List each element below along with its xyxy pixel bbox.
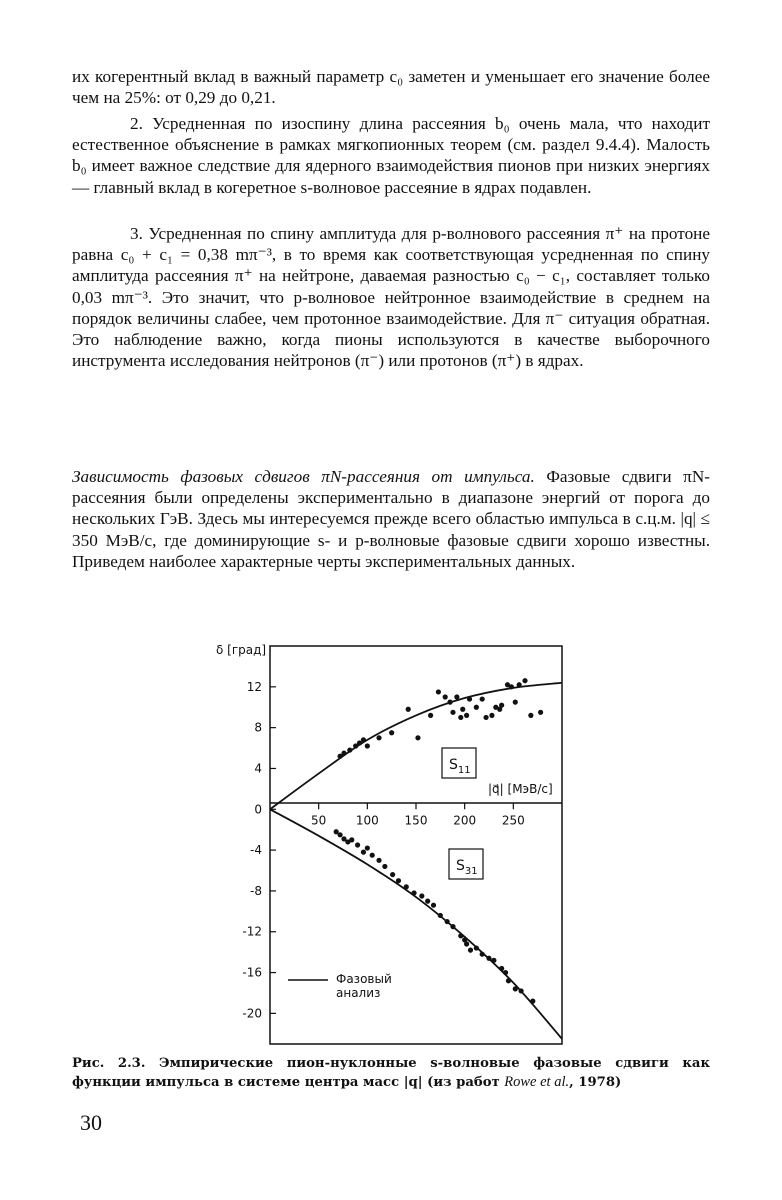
- s31-data-point: [382, 864, 387, 869]
- y-tick-label: -4: [250, 843, 262, 858]
- s31-data-point: [438, 913, 443, 918]
- y-tick-label: -8: [250, 883, 262, 898]
- s11-data-point: [489, 713, 494, 718]
- paragraph-2: [72, 113, 710, 198]
- s11-data-point: [509, 684, 514, 689]
- paragraph-3-text: 3. Усредненная по спину амплитуда для p-волнового рассеяния π⁺ на протоне равна c₀ + c₁ = 0,38 mπ⁻³, в то время как соответствующая усредненная по спину амплитуда рассеяния π⁺ на нейтроне, даваемая разностью c₀ − c₁, составляет только 0,03 mπ⁻³. Это значит, что p-волновое нейтронное взаимодействие в среднем на порядок величины слабее, чем протонное взаимодействие. Для π⁻ ситуация обратная. Это наблюдение важно, когда пионы используются в качестве выборочного инструмента исследования нейтронов (π⁻) или протонов (π⁺) в ядрах.: [72, 224, 710, 371]
- figure-caption: [72, 1054, 710, 1092]
- s31-data-point: [530, 999, 535, 1004]
- s31-data-point: [396, 878, 401, 883]
- s31-data-point: [411, 890, 416, 895]
- s11-data-point: [443, 694, 448, 699]
- s31-data-point: [431, 903, 436, 908]
- s11-data-point: [522, 678, 527, 683]
- s11-data-point: [376, 735, 381, 740]
- s11-data-point: [365, 743, 370, 748]
- s11-data-point: [528, 713, 533, 718]
- s11-data-point: [499, 703, 504, 708]
- s11-data-point: [517, 682, 522, 687]
- s11-data-point: [467, 696, 472, 701]
- legend-label-2: анализ: [336, 986, 381, 1000]
- y-tick-label: 12: [246, 679, 262, 694]
- s11-data-point: [447, 700, 452, 705]
- y-axis-label: δ [град]: [216, 643, 267, 657]
- s11-data-point: [458, 715, 463, 720]
- s31-data-point: [450, 924, 455, 929]
- s31-data-point: [480, 952, 485, 957]
- s11-data-point: [450, 710, 455, 715]
- s31-data-point: [491, 958, 496, 963]
- s31-data-point: [445, 919, 450, 924]
- s31-data-point: [361, 850, 366, 855]
- s11-data-point: [538, 710, 543, 715]
- s31-data-point: [474, 945, 479, 950]
- caption-text: Эмпирические пион-нуклонные s-волновые фазовые сдвиги как функции импульса в системе центра масс |q| (из работ: [72, 1056, 710, 1090]
- s31-data-point: [468, 948, 473, 953]
- paragraph-3: [72, 223, 710, 371]
- s11-data-point: [389, 730, 394, 735]
- s31-data-point: [499, 966, 504, 971]
- page-number: 30: [80, 1110, 102, 1135]
- s31-data-point: [349, 837, 354, 842]
- s31-data-point: [513, 986, 518, 991]
- s11-data-point: [415, 735, 420, 740]
- paragraph-1: их когерентный вклад в важный параметр c₀ заметен и уменьшает его значение более чем на 25%: от 0,29 до 0,21.: [72, 67, 710, 108]
- plot-frame: [270, 646, 562, 1044]
- phase-shift-chart: [200, 630, 580, 1050]
- x-tick-label: 150: [404, 813, 428, 828]
- s31-data-point: [425, 899, 430, 904]
- s11-data-point: [480, 696, 485, 701]
- section-heading: Зависимость фазовых сдвигов πN-рассеяния от импульса.: [72, 467, 535, 486]
- paragraph-2-text: 2. Усредненная по изоспину длина рассеяния b₀ очень мала, что находит естественное объяснение в рамках мягкопионных теорем (см. раздел 9.4.4). Малость b₀ имеет важное следствие для ядерного взаимодействия пионов при низких энергиях — главный вклад в когеретное s-волновое рассеяние в ядрах подавлен.: [72, 114, 710, 197]
- x-tick-label: 200: [453, 813, 477, 828]
- s11-data-points: [337, 678, 543, 759]
- s11-data-point: [460, 707, 465, 712]
- x-tick-label: 50: [311, 813, 327, 828]
- s31-data-point: [376, 858, 381, 863]
- y-tick-label: -16: [242, 965, 262, 980]
- s11-data-point: [513, 700, 518, 705]
- y-tick-label: -20: [242, 1006, 262, 1021]
- s31-data-point: [365, 845, 370, 850]
- caption-year: , 1978): [569, 1075, 622, 1090]
- s31-data-point: [519, 988, 524, 993]
- s11-label: $S_{11}$: [449, 757, 471, 776]
- s31-fit-curve: [270, 809, 562, 1039]
- s11-data-point: [406, 707, 411, 712]
- s11-data-point: [341, 751, 346, 756]
- s31-data-point: [464, 941, 469, 946]
- s31-data-point: [390, 872, 395, 877]
- y-ticks: [242, 680, 276, 1021]
- s31-data-point: [506, 978, 511, 983]
- y-tick-label: -12: [242, 924, 262, 939]
- x-axis-label: |q⃗| [МэВ/c]: [488, 782, 553, 796]
- s31-data-point: [486, 956, 491, 961]
- s31-data-point: [355, 842, 360, 847]
- x-tick-label: 100: [355, 813, 379, 828]
- paragraph-4: [72, 466, 710, 572]
- s31-data-point: [370, 853, 375, 858]
- x-tick-label: 250: [501, 813, 525, 828]
- s31-label: $S_{31}$: [456, 858, 478, 877]
- s31-data-point: [503, 970, 508, 975]
- s11-data-point: [347, 747, 352, 752]
- x-ticks: [311, 803, 525, 827]
- s11-data-point: [464, 713, 469, 718]
- y-tick-label: 8: [254, 720, 262, 735]
- paragraph-4-text: Фазовые сдвиги πN-рассеяния были определены экспериментально в диапазоне энергий от порога до нескольких ГэВ. Здесь мы интересуемся прежде всего областью импульса в с.ц.м. |q| ≤ 350 МэВ/c, где доминирующие s- и p-волновые фазовые сдвиги хорошо известны. Приведем наиболее характерные черты экспериментальных данных.: [72, 467, 710, 571]
- s31-data-point: [337, 832, 342, 837]
- s11-data-point: [483, 715, 488, 720]
- s31-data-point: [419, 893, 424, 898]
- s31-data-point: [458, 933, 463, 938]
- s31-data-point: [404, 884, 409, 889]
- s11-data-point: [428, 713, 433, 718]
- s11-data-point: [454, 694, 459, 699]
- s11-data-point: [436, 689, 441, 694]
- y-tick-label: 4: [254, 761, 262, 776]
- s11-data-point: [474, 705, 479, 710]
- legend-label-1: Фазовый: [336, 972, 392, 986]
- caption-reference: Rowe et al.: [504, 1074, 570, 1090]
- s11-data-point: [361, 737, 366, 742]
- caption-label: Рис. 2.3.: [72, 1056, 146, 1071]
- y-tick-label: 0: [254, 802, 262, 817]
